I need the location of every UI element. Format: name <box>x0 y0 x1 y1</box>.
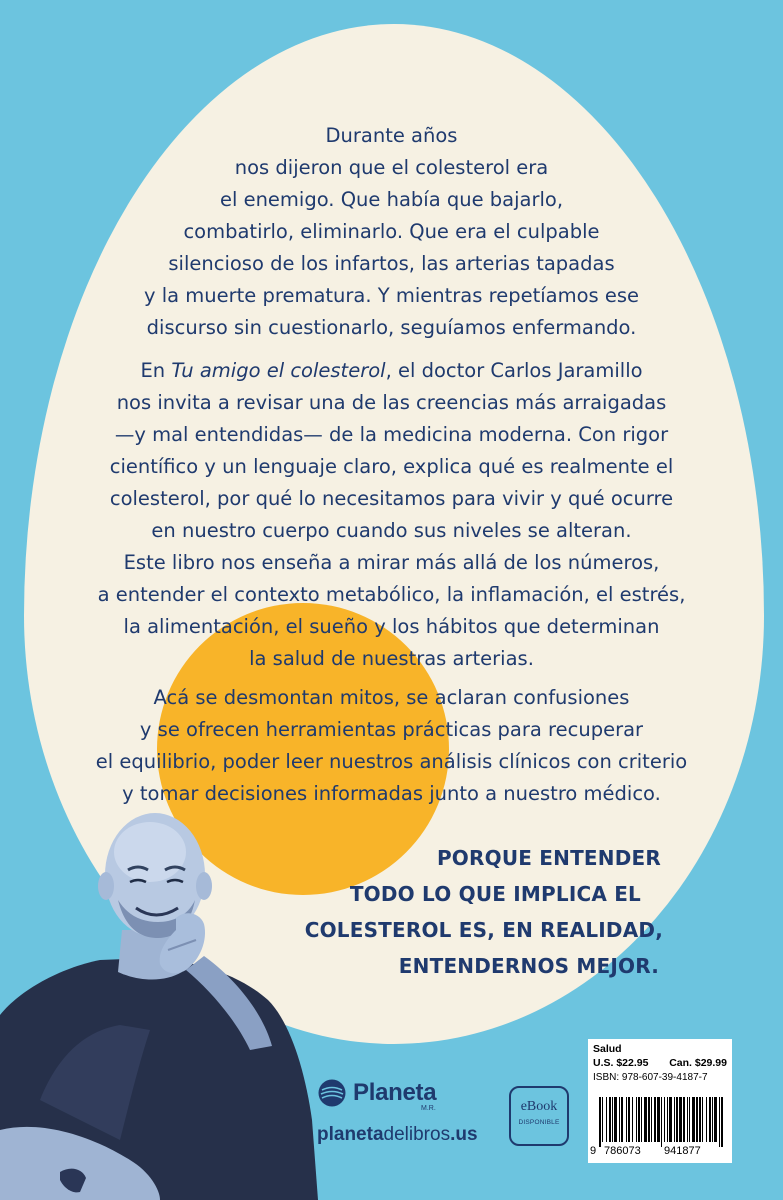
barcode-bar <box>669 1097 672 1142</box>
blurb-line: silencioso de los infartos, las arterias tapadas <box>168 252 615 275</box>
blurb-line: científico y un lenguaje claro, explica qué es realmente el <box>109 455 674 478</box>
barcode-bar <box>638 1097 640 1142</box>
blurb-line: Durante años <box>325 124 458 147</box>
blurb-line: en nuestro cuerpo cuando sus niveles se alteran. <box>151 519 632 542</box>
barcode-bar <box>664 1097 665 1142</box>
barcode-bar <box>651 1097 652 1142</box>
price-barcode-box <box>588 1039 732 1163</box>
barcode-bar <box>609 1097 611 1142</box>
tagline <box>305 840 663 984</box>
blurb-line: el equilibrio, poder leer nuestros análisis clínicos con criterio <box>95 750 688 773</box>
blurb-paragraph-3 <box>60 547 723 675</box>
barcode-bar <box>679 1097 682 1142</box>
publisher-name: Planeta <box>353 1079 437 1106</box>
tagline-line: PORQUE ENTENDER <box>436 846 661 870</box>
blurb-paragraph-2 <box>60 355 723 547</box>
barcode-bar <box>719 1097 720 1147</box>
barcode-bar <box>667 1097 668 1142</box>
blurb-paragraph-4 <box>60 682 723 810</box>
barcode-bar <box>699 1097 701 1142</box>
barcode-bar <box>692 1097 695 1142</box>
blurb-line: combatirlo, eliminarlo. Que era el culpable <box>183 220 600 243</box>
barcode-bar <box>712 1097 713 1142</box>
barcode-bar <box>614 1097 617 1142</box>
barcode-bar <box>628 1097 630 1142</box>
barcode-bar <box>706 1097 707 1142</box>
barcode-bar <box>689 1097 690 1142</box>
barcode-bar <box>621 1097 623 1142</box>
barcode-bar <box>696 1097 698 1142</box>
barcode-bar <box>632 1097 633 1142</box>
blurb-line: discurso sin cuestionarlo, seguíamos enfermando. <box>146 316 637 339</box>
tagline-line: ENTENDERNOS MEJOR. <box>398 954 659 978</box>
planeta-globe-icon <box>317 1078 347 1108</box>
ebook-sub: DISPONIBLE <box>518 1119 560 1126</box>
blurb-text: En <box>140 359 172 382</box>
barcode-bar <box>654 1097 656 1142</box>
barcode-bar <box>648 1097 650 1142</box>
barcode-bar <box>626 1097 627 1142</box>
barcode-bar <box>599 1097 601 1147</box>
blurb-line: y tomar decisiones informadas junto a nuestro médico. <box>122 782 661 805</box>
barcode-bar <box>657 1097 660 1142</box>
registered-mark: M.R. <box>421 1105 436 1112</box>
barcode-bar <box>661 1097 662 1147</box>
barcode-bar <box>687 1097 688 1142</box>
barcode-bar <box>714 1097 717 1142</box>
barcode-bar <box>683 1097 685 1142</box>
barcode-digit-group: 786073 <box>604 1145 641 1157</box>
barcode <box>593 1097 727 1147</box>
price-row <box>593 1056 727 1070</box>
blurb-line: el enemigo. Que había que bajarlo, <box>219 188 564 211</box>
blurb-line: nos dijeron que el colesterol era <box>234 156 549 179</box>
barcode-bar <box>641 1097 642 1142</box>
blurb-line: —y mal entendidas— de la medicina moderna. Con rigor <box>114 423 669 446</box>
barcode-bar <box>602 1097 603 1142</box>
blurb-line: Este libro nos enseña a mirar más allá de los números, <box>123 551 660 574</box>
publisher-website[interactable] <box>317 1124 478 1146</box>
planeta-logo[interactable] <box>317 1075 436 1111</box>
barcode-bar <box>644 1097 647 1142</box>
book-title: Tu amigo el colesterol <box>171 359 386 382</box>
tagline-line: TODO LO QUE IMPLICA EL <box>349 882 641 906</box>
blurb-text: , el doctor Carlos Jaramillo <box>385 359 643 382</box>
blurb-line: y se ofrecen herramientas prácticas para recuperar <box>139 718 644 741</box>
barcode-bar <box>636 1097 637 1142</box>
barcode-bar <box>709 1097 711 1142</box>
ebook-badge <box>509 1086 569 1146</box>
blurb-line: la alimentación, el sueño y los hábitos que determinan <box>123 615 660 638</box>
barcode-digit-group: 9 <box>590 1145 597 1157</box>
can-price: Can. $29.99 <box>669 1057 727 1069</box>
barcode-digits <box>590 1145 730 1157</box>
us-price: U.S. $22.95 <box>593 1057 649 1069</box>
ebook-label: eBook <box>520 1099 558 1114</box>
isbn-text: ISBN: 978-607-39-4187-7 <box>593 1072 708 1083</box>
site-part: delibros <box>383 1124 451 1145</box>
category-label: Salud <box>593 1043 622 1055</box>
blurb-line: colesterol, por qué lo necesitamos para vivir y qué ocurre <box>109 487 674 510</box>
barcode-bar <box>674 1097 675 1142</box>
site-part: .us <box>450 1124 478 1145</box>
blurb-line: y la muerte prematura. Y mientras repetíamos ese <box>143 284 640 307</box>
barcode-digit-group: 941877 <box>664 1145 701 1157</box>
blurb-line: la salud de nuestras arterias. <box>249 647 534 670</box>
barcode-bar <box>619 1097 620 1142</box>
barcode-bar <box>702 1097 703 1142</box>
tagline-line: COLESTEROL ES, EN REALIDAD, <box>304 918 663 942</box>
barcode-bar <box>676 1097 678 1142</box>
blurb-paragraph-1 <box>60 120 723 344</box>
blurb-line: nos invita a revisar una de las creencias más arraigadas <box>116 391 667 414</box>
blurb-line: Acá se desmontan mitos, se aclaran confusiones <box>153 686 630 709</box>
author-photo <box>0 800 330 1200</box>
barcode-bar <box>606 1097 607 1142</box>
barcode-bar <box>721 1097 723 1147</box>
site-part: planeta <box>317 1124 384 1145</box>
barcode-bar <box>612 1097 613 1142</box>
blurb-line: a entender el contexto metabólico, la inflamación, el estrés, <box>97 583 686 606</box>
blurb-line <box>60 355 723 387</box>
